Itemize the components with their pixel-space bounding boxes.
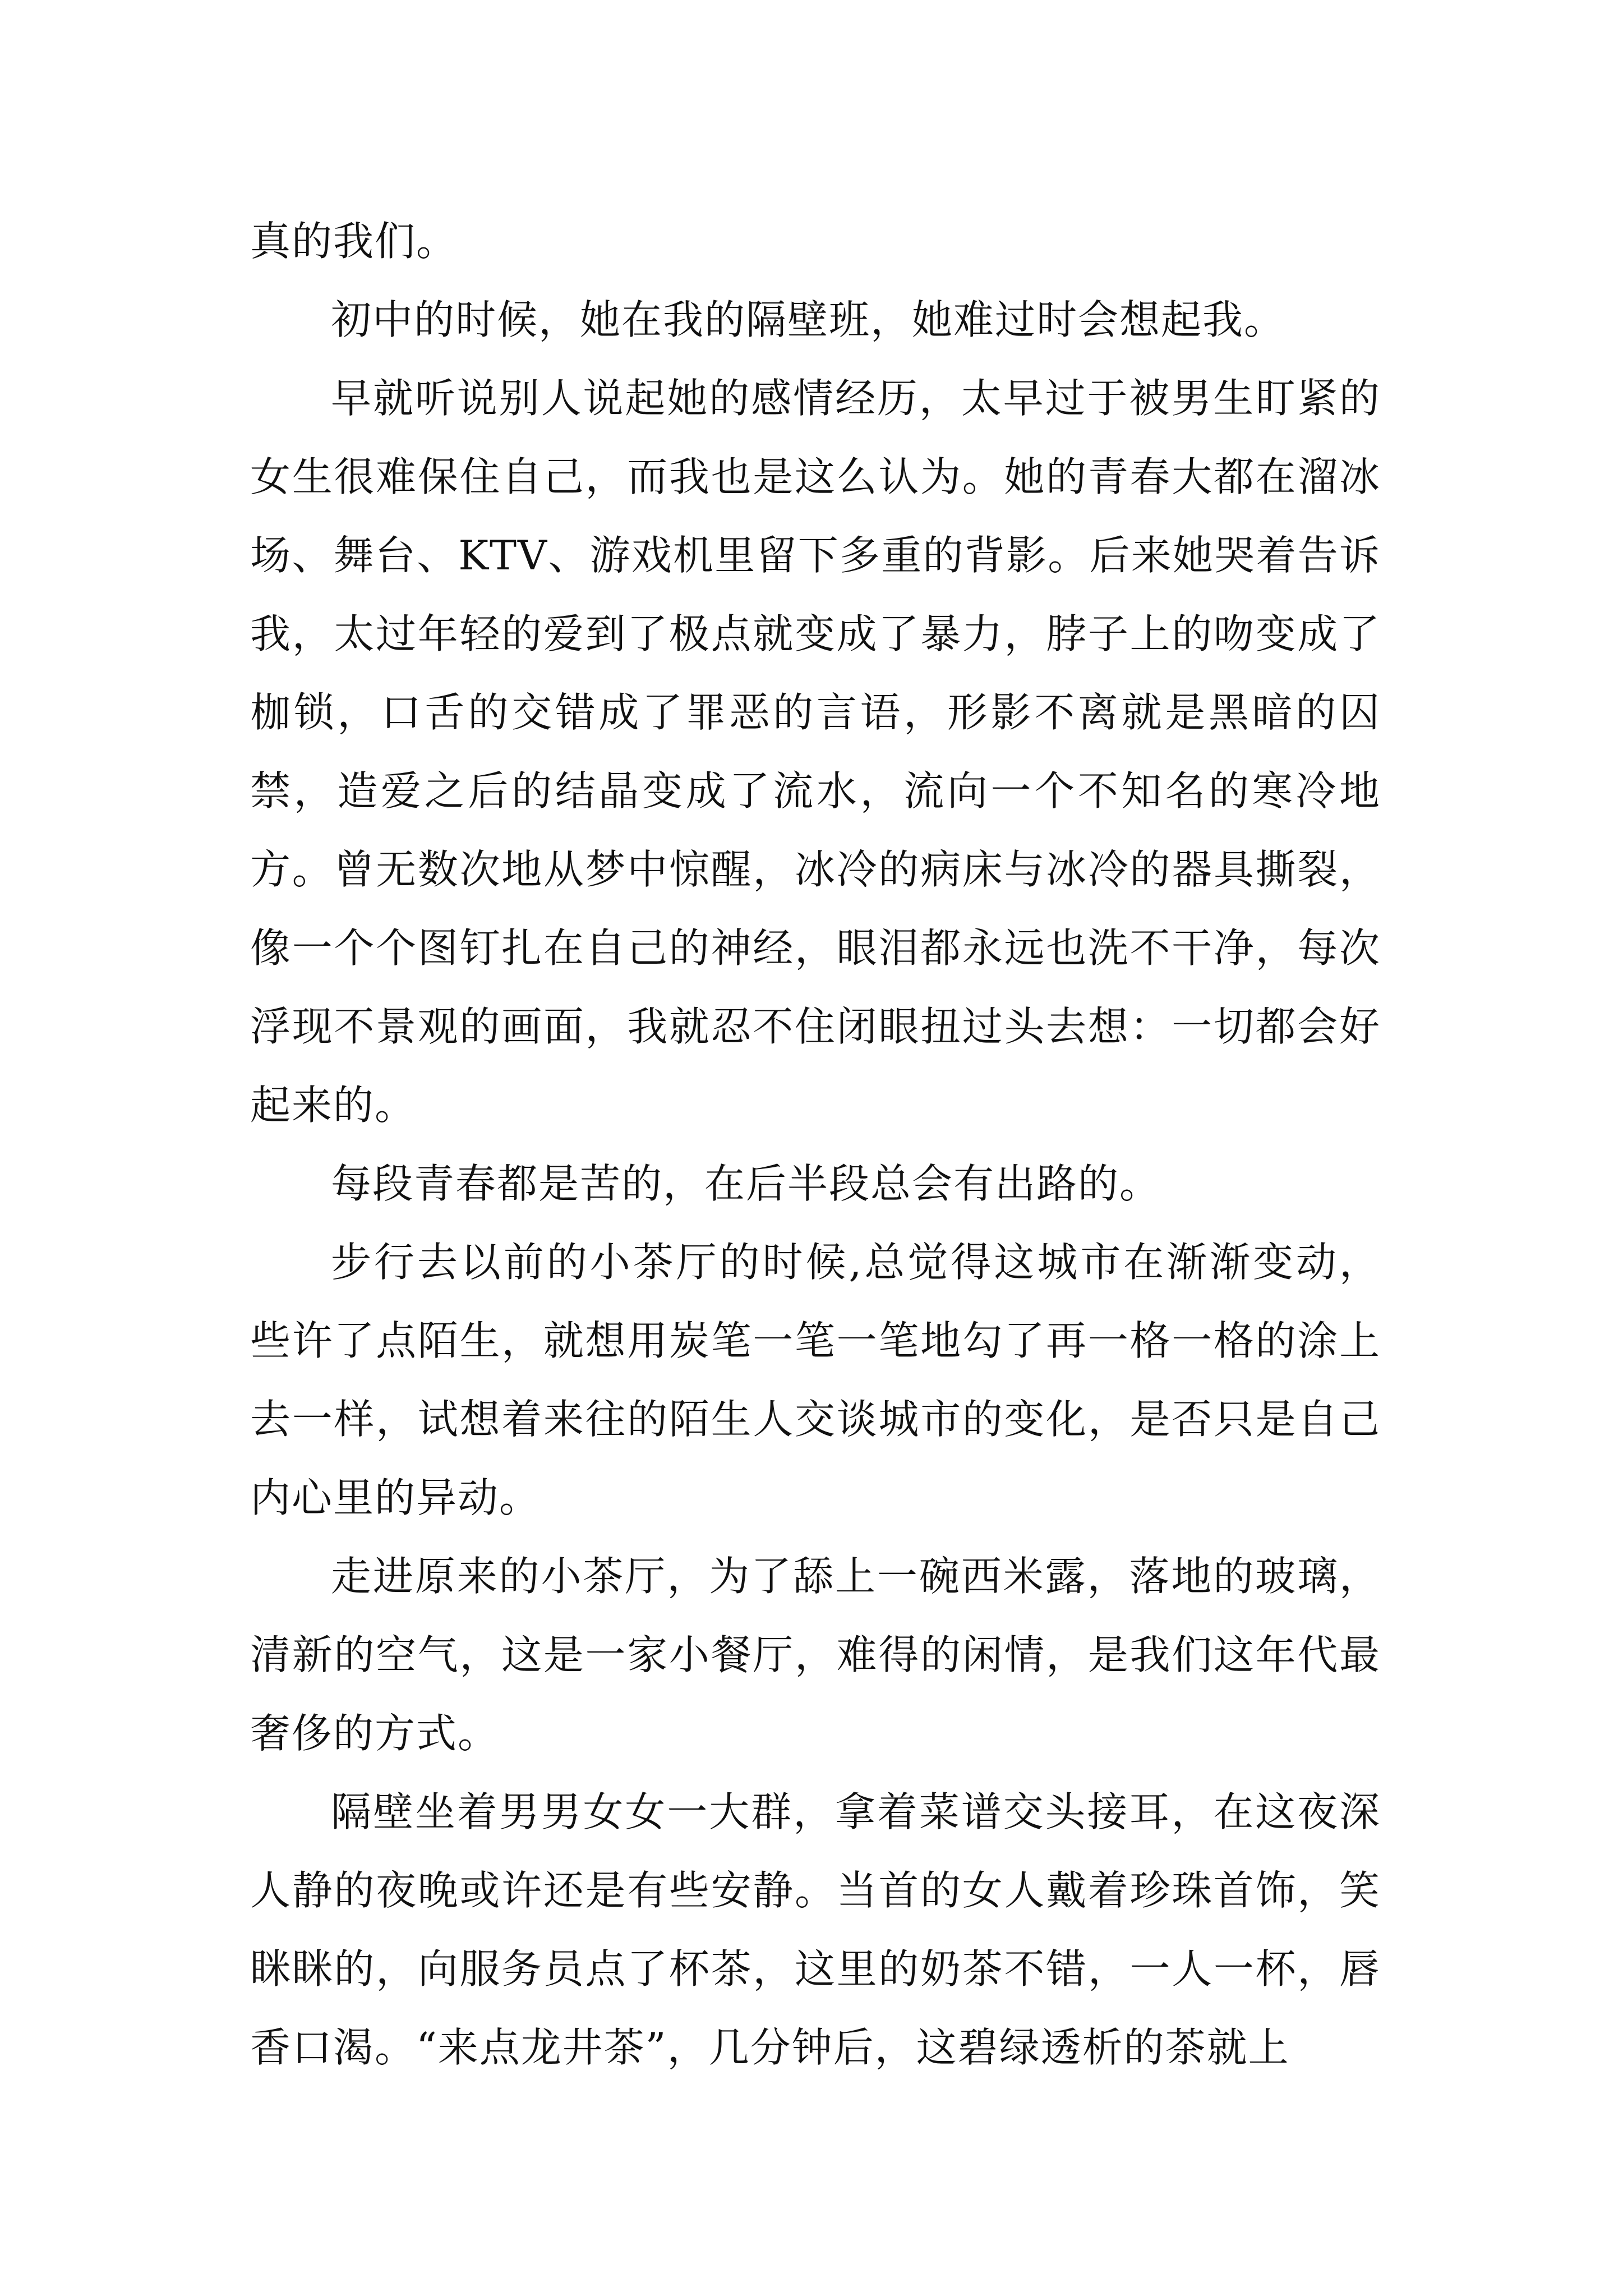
paragraph: 走进原来的小茶厅，为了舔上一碗西米露，落地的玻璃，清新的空气，这是一家小餐厅，难得的闲情，是我们这年代最奢侈的方式。: [250, 1553, 1381, 1757]
paragraph: 每段青春都是苦的，在后半段总会有出路的。: [331, 1160, 1161, 1207]
paragraph: 步行去以前的小茶厅的时候,总觉得这城市在渐渐变动，些许了点陌生，就想用炭笔一笔一笔地勾了再一格一格的涂上去一样，试想着来往的陌生人交谈城市的变化，是否只是自己内心里的异动。: [250, 1239, 1381, 1521]
paragraph: 隔壁坐着男男女女一大群，拿着菜谱交头接耳，在这夜深人静的夜晚或许还是有些安静。当首的女人戴着珍珠首饰，笑眯眯的，向服务员点了杯茶，这里的奶茶不错，一人一杯，唇香口渴。“来点龙井茶”，几分钟后，这碧绿透析的茶就上: [250, 1788, 1381, 2071]
paragraph: 早就听说别人说起她的感情经历，太早过于被男生盯紧的女生很难保住自己，而我也是这么认为。她的青春大都在溜冰场、舞台、KTV、游戏机里留下多重的背影。后来她哭着告诉我，太过年轻的爱到了极点就变成了暴力，脖子上的吻变成了枷锁，口舌的交错成了罪恶的言语，形影不离就是黑暗的囚禁，造爱之后的结晶变成了流水，流向一个不知名的寒冷地方。曾无数次地从梦中惊醒，冰冷的病床与冰冷的器具撕裂，像一个个图钉扎在自己的神经，眼泪都永远也洗不干净，每次浮现不景观的画面，我就忍不住闭眼扭过头去想：一切都会好起来的。: [250, 375, 1381, 1129]
paragraph: 初中的时候，她在我的隔壁班，她难过时会想起我。: [331, 296, 1286, 343]
paragraph-continued: 真的我们。: [250, 218, 458, 265]
body-text: [250, 202, 1381, 2087]
